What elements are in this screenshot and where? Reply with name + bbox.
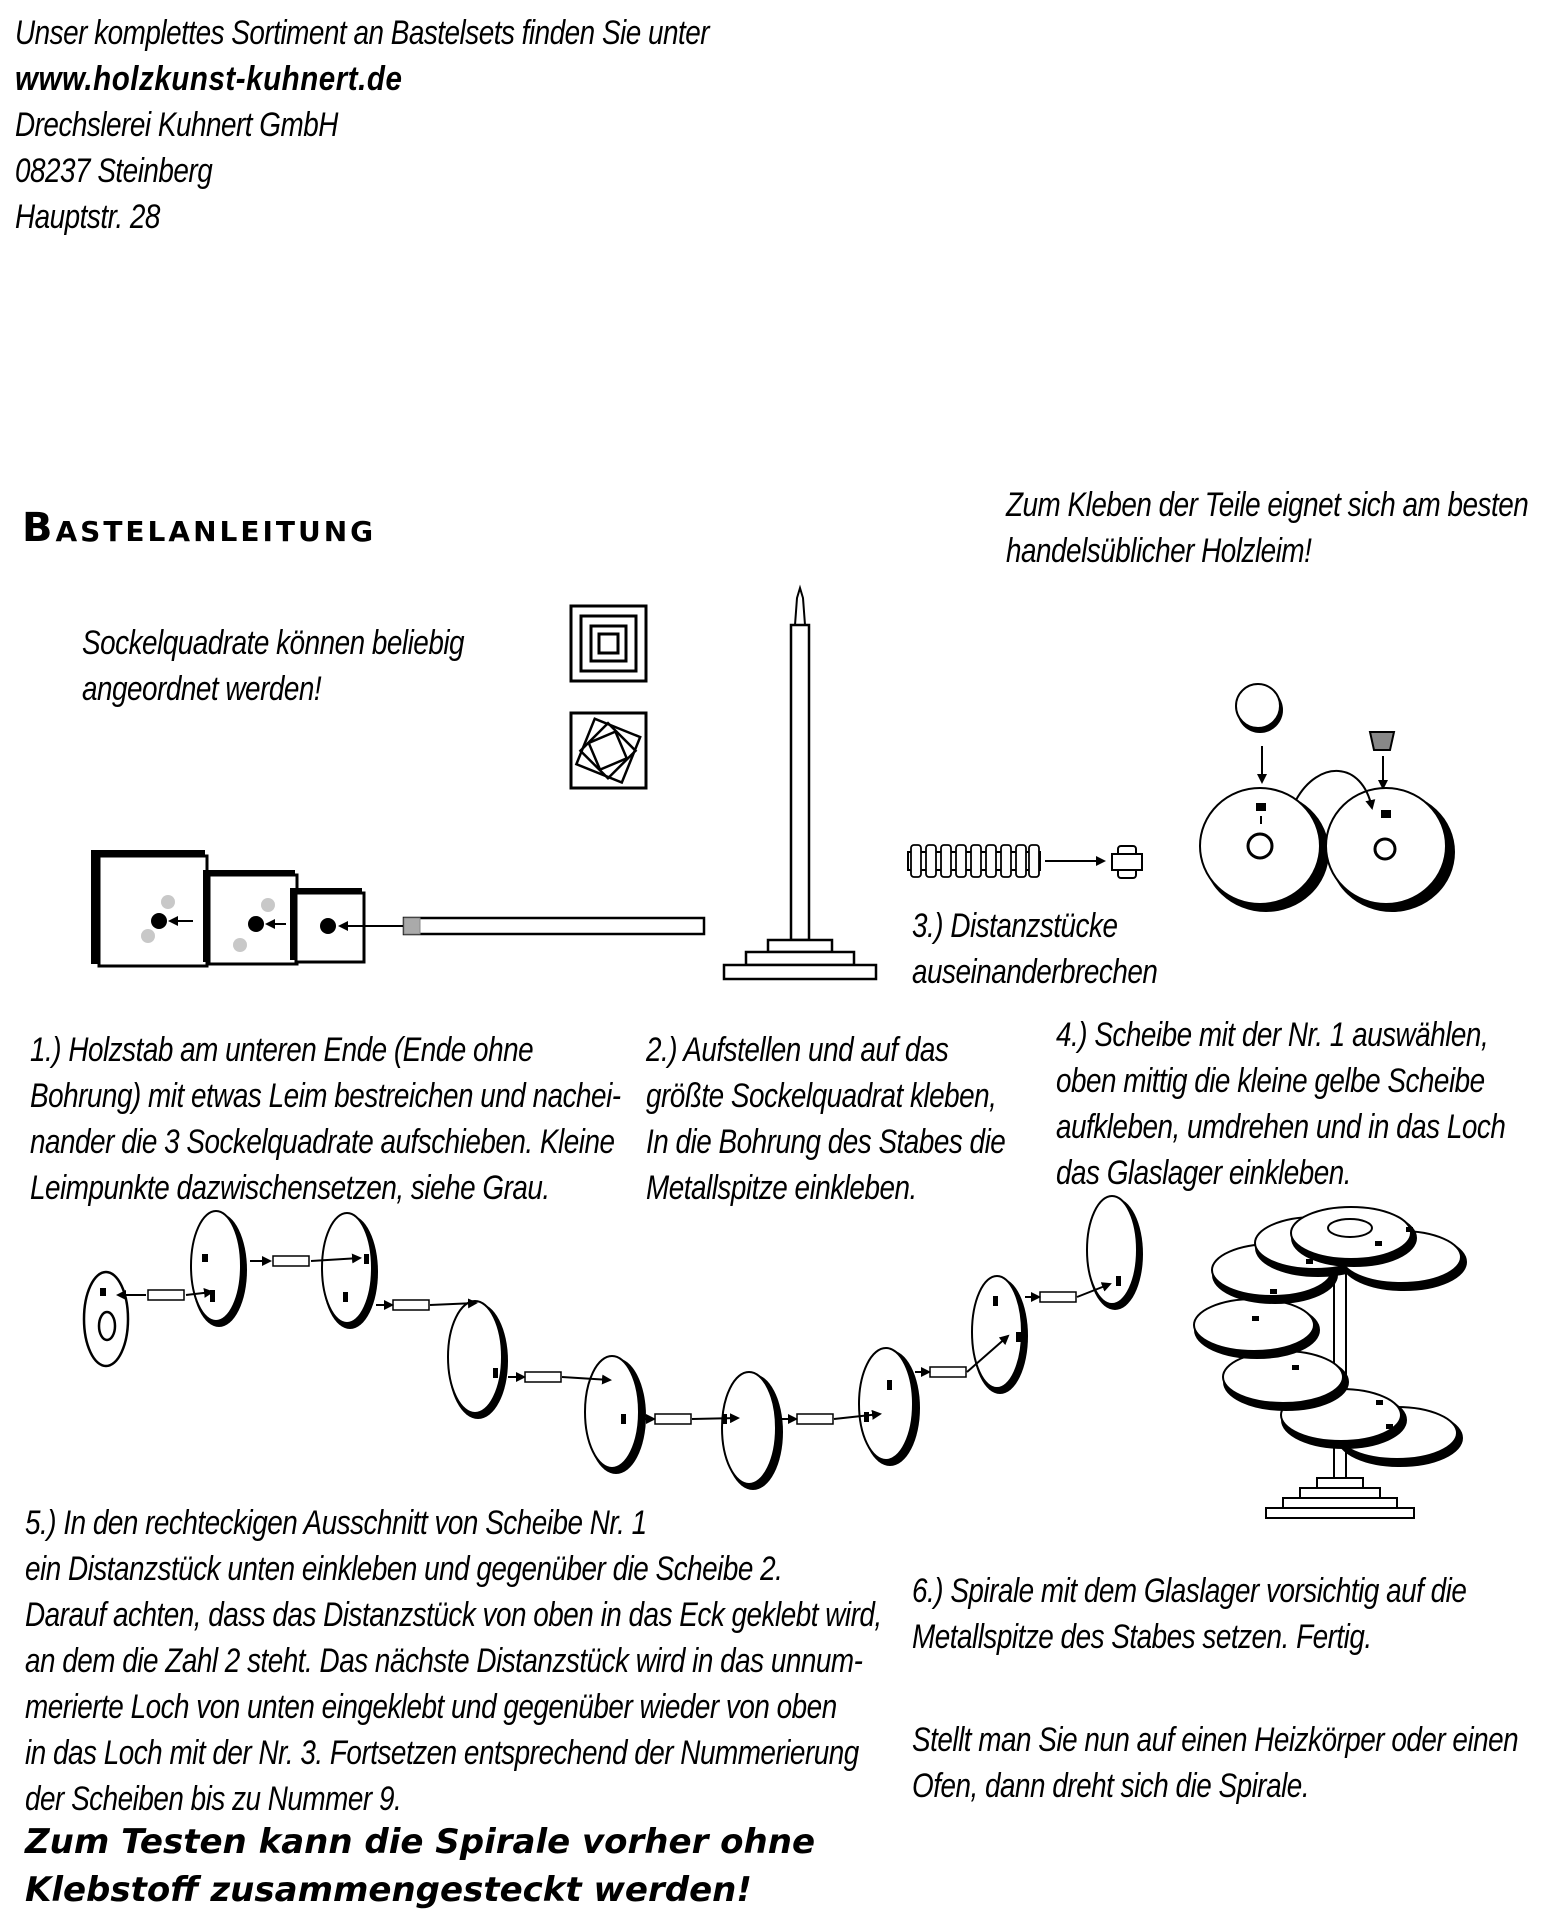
- standing-rod-illustration: [724, 588, 876, 979]
- base-hint-line: Sockelquadrate können beliebig: [82, 624, 465, 662]
- step1-line: Leimpunkte dazwischensetzen, siehe Grau.: [30, 1169, 550, 1207]
- disc-assembly-illustration: [1200, 684, 1455, 912]
- glue-hint-line: handelsüblicher Holzleim!: [1006, 532, 1312, 570]
- step5-line: an dem die Zahl 2 steht. Das nächste Distanzstück wird in das unnum-: [25, 1642, 863, 1680]
- finished-spiral-illustration: [1194, 1207, 1466, 1518]
- step2-line: In die Bohrung des Stabes die: [646, 1123, 1006, 1161]
- base-hint-line: angeordnet werden!: [82, 670, 322, 708]
- disc-chain-illustration: [84, 1196, 1143, 1490]
- website-url[interactable]: www.holzkunst-kuhnert.de: [15, 60, 403, 98]
- step4-line: oben mittig die kleine gelbe Scheibe: [1056, 1062, 1485, 1100]
- step5-line: merierte Loch von unten eingeklebt und gegenüber wieder von oben: [25, 1688, 837, 1726]
- test-note-line: Zum Testen kann die Spirale vorher ohne: [25, 1822, 816, 1862]
- page-title: Bastelanleitung: [22, 505, 377, 551]
- step4-line: das Glaslager einkleben.: [1056, 1154, 1352, 1192]
- step3-label-line: auseinanderbrechen: [912, 953, 1158, 991]
- base-squares-illustration: [91, 850, 704, 966]
- step5-line: Darauf achten, dass das Distanzstück von oben in das Eck geklebt wird,: [25, 1596, 882, 1634]
- step4-line: 4.) Scheibe mit der Nr. 1 auswählen,: [1056, 1016, 1489, 1054]
- finish-line: Stellt man Sie nun auf einen Heizkörper oder einen: [912, 1721, 1519, 1759]
- step5-line: 5.) In den rechteckigen Ausschnitt von Scheibe Nr. 1: [25, 1504, 647, 1542]
- step1-line: Bohrung) mit etwas Leim bestreichen und nachei-: [30, 1077, 621, 1115]
- header-intro: Unser komplettes Sortiment an Bastelsets finden Sie unter: [15, 14, 710, 52]
- step1-line: nander die 3 Sockelquadrate aufschieben. Kleine: [30, 1123, 615, 1161]
- step5-line: der Scheiben bis zu Nummer 9.: [25, 1780, 402, 1818]
- company-city: 08237 Steinberg: [15, 152, 213, 190]
- square-pattern-concentric: [571, 606, 646, 681]
- square-pattern-rotated: [571, 713, 646, 788]
- step1-line: 1.) Holzstab am unteren Ende (Ende ohne: [30, 1031, 534, 1069]
- glue-hint-line: Zum Kleben der Teile eignet sich am besten: [1006, 486, 1529, 524]
- step2-line: größte Sockelquadrat kleben,: [646, 1077, 997, 1115]
- step5-line: ein Distanzstück unten einkleben und gegenüber die Scheibe 2.: [25, 1550, 783, 1588]
- step2-line: Metallspitze einkleben.: [646, 1169, 917, 1207]
- step3-label-line: 3.) Distanzstücke: [912, 907, 1118, 945]
- step6-line: Metallspitze des Stabes setzen. Fertig.: [912, 1618, 1372, 1656]
- step6-line: 6.) Spirale mit dem Glaslager vorsichtig auf die: [912, 1572, 1467, 1610]
- spacer-strip-illustration: [908, 845, 1142, 878]
- step4-line: aufkleben, umdrehen und in das Loch: [1056, 1108, 1506, 1146]
- step2-line: 2.) Aufstellen und auf das: [646, 1031, 949, 1069]
- finish-line: Ofen, dann dreht sich die Spirale.: [912, 1767, 1310, 1805]
- test-note-line: Klebstoff zusammengesteckt werden!: [25, 1870, 752, 1910]
- company-street: Hauptstr. 28: [15, 198, 160, 236]
- step5-line: in das Loch mit der Nr. 3. Fortsetzen entsprechend der Nummerierung: [25, 1734, 859, 1772]
- company-name: Drechslerei Kuhnert GmbH: [15, 106, 338, 144]
